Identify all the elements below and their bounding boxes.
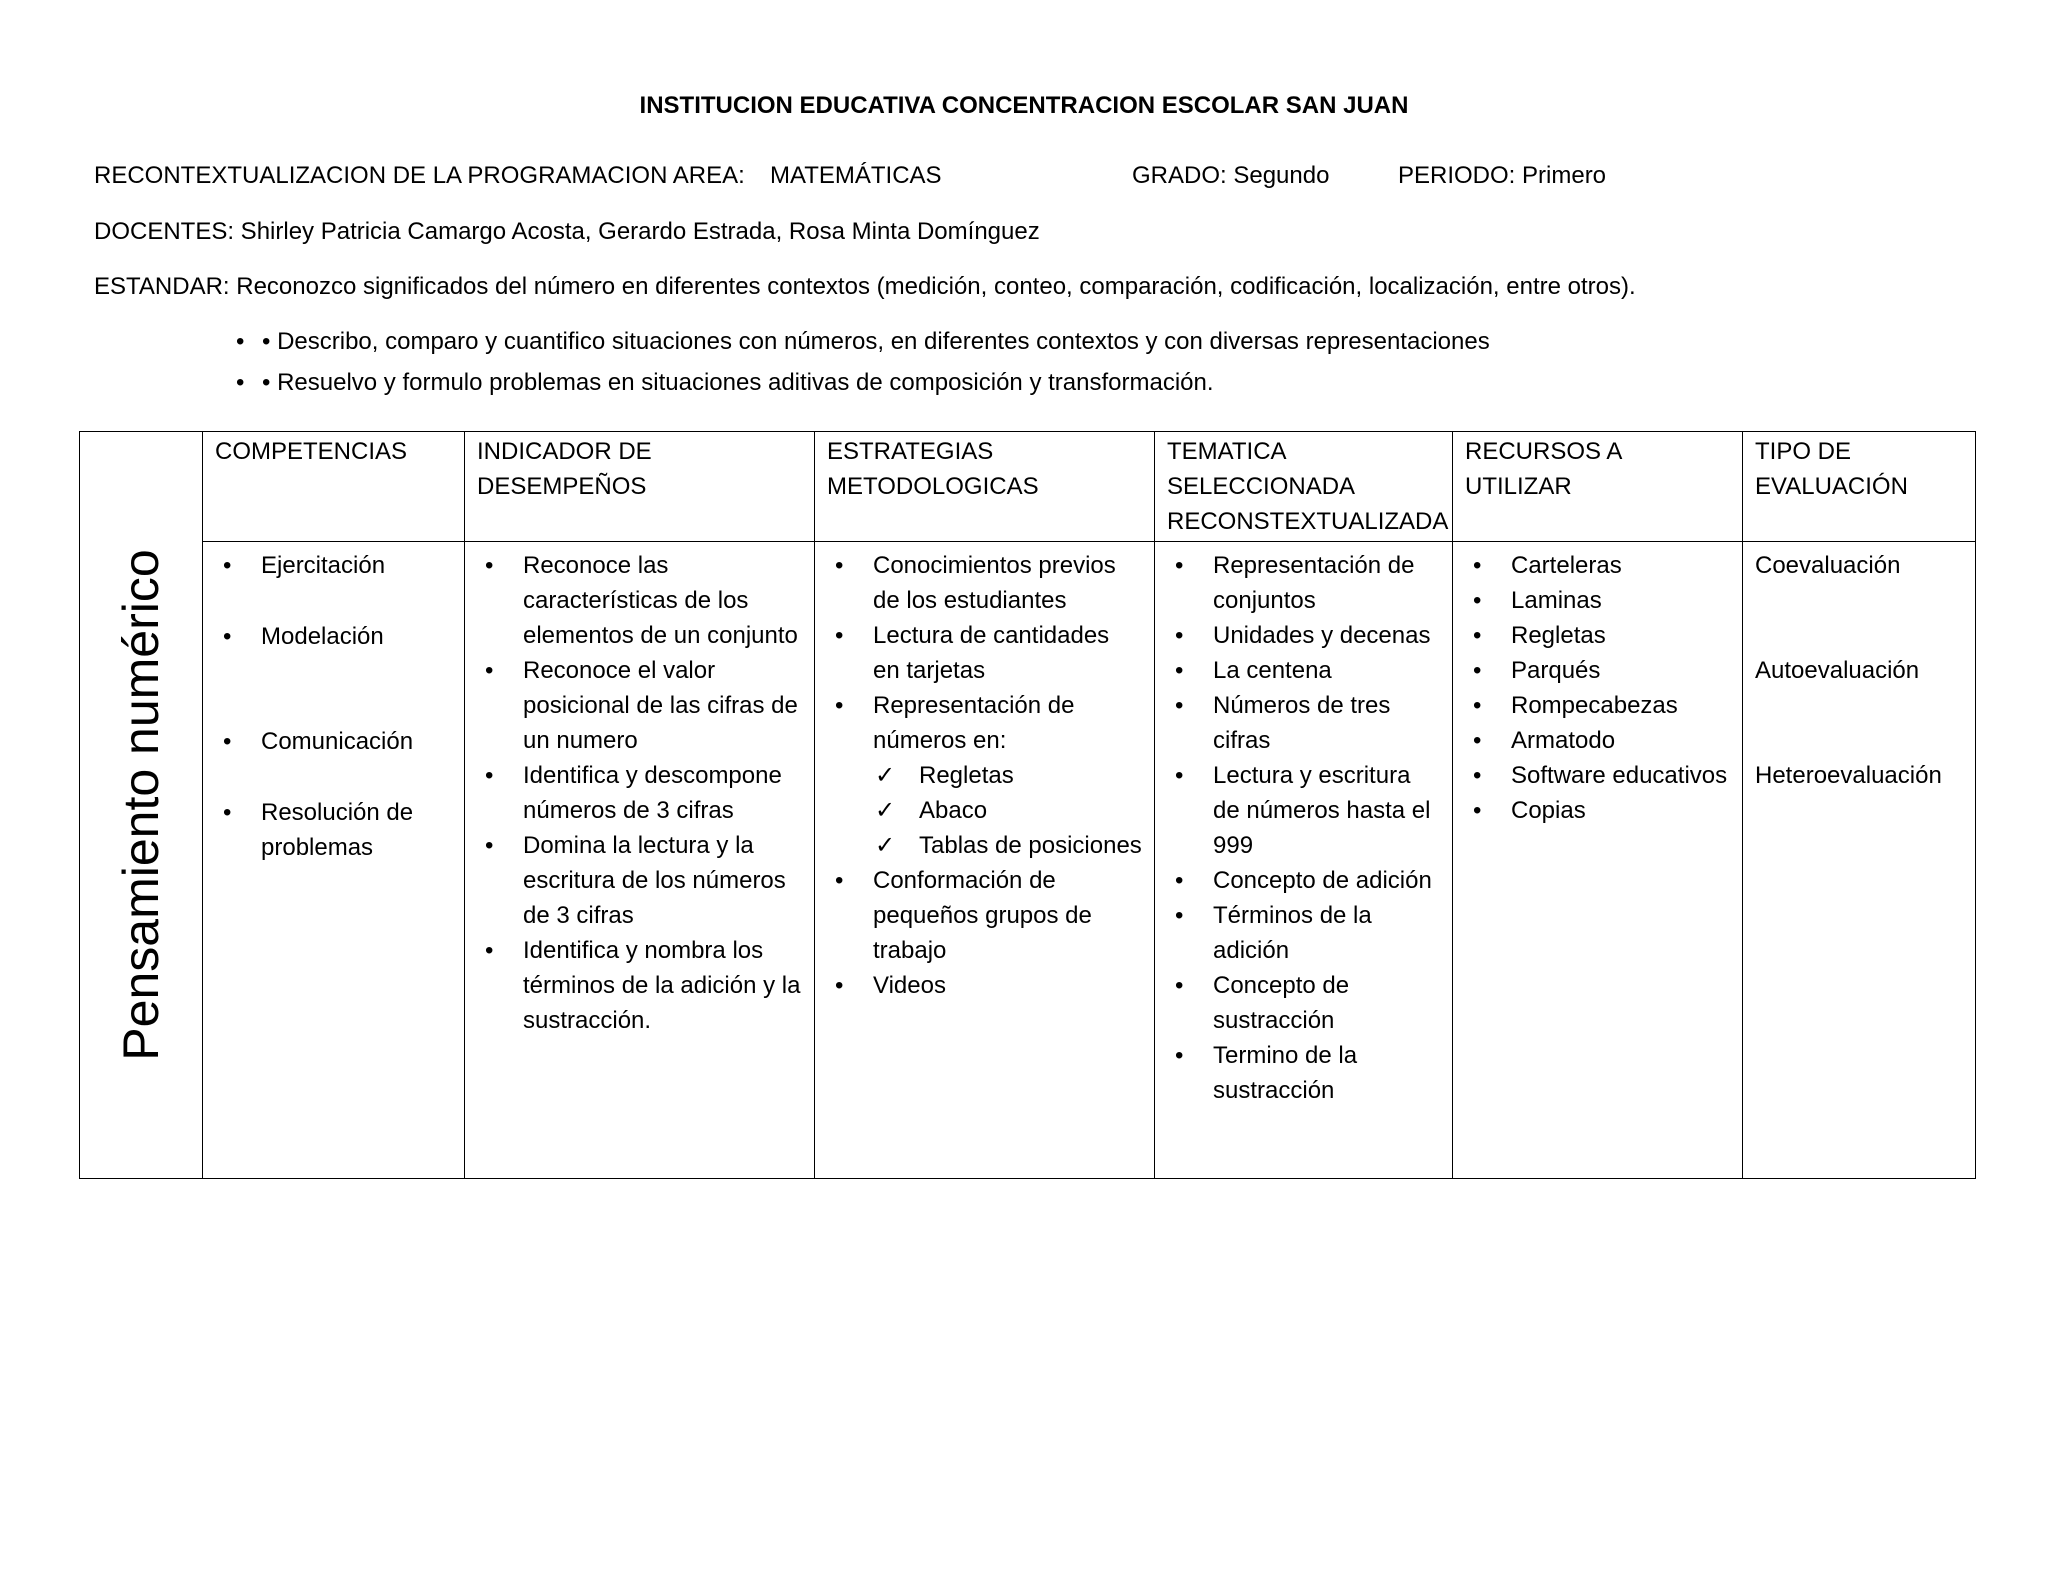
list-item: • Regletas (1465, 618, 1730, 653)
list-item: • Lectura de cantidades en tarjetas (827, 618, 1142, 688)
periodo-label: PERIODO: Primero (1398, 162, 1607, 189)
list-item: • Reconoce las características de los elementos de un conjunto (477, 548, 802, 653)
list-item: • Representación de conjuntos (1167, 548, 1440, 618)
list-item: • Unidades y decenas (1167, 618, 1440, 653)
recursos-cell (1453, 542, 1743, 1179)
list-item: • Lectura y escritura de números hasta el 999 (1167, 758, 1440, 863)
indicadores-cell (465, 542, 815, 1179)
list-item: • Identifica y nombra los términos de la adición y la sustracción. (477, 933, 802, 1038)
docentes-line: DOCENTES: Shirley Patricia Camargo Acosta, Gerardo Estrada, Rosa Minta Domínguez (94, 218, 1040, 245)
estrategias-cell (815, 542, 1155, 1179)
standard-bullet: • • Resuelvo y formulo problemas en situaciones aditivas de composición y transformación. (236, 369, 1214, 396)
list-item: • Domina la lectura y la escritura de los números de 3 cifras (477, 828, 802, 933)
list-item: • Carteleras (1465, 548, 1730, 583)
list-item: • Software educativos (1465, 758, 1730, 793)
list-item: • Ejercitación (215, 548, 452, 583)
list-item: • Modelación (215, 619, 452, 654)
table-header-row (80, 432, 1976, 542)
area-label: RECONTEXTUALIZACION DE LA PROGRAMACION AREA: (94, 162, 745, 189)
side-label: Pensamiento numérico (113, 549, 169, 1061)
evaluation-type: Heteroevaluación (1755, 762, 1942, 789)
list-item: • Armatodo (1465, 723, 1730, 758)
list-item: • Concepto de sustracción (1167, 968, 1440, 1038)
check-item: ✓ Tablas de posiciones (873, 828, 1142, 863)
document-title: INSTITUCION EDUCATIVA CONCENTRACION ESCOLAR SAN JUAN (639, 92, 1409, 119)
evaluation-type: Coevaluación (1755, 552, 1901, 579)
grado-label: GRADO: Segundo (1132, 162, 1330, 189)
list-item: • Comunicación (215, 724, 452, 759)
list-item: • Reconoce el valor posicional de las cifras de un numero (477, 653, 802, 758)
list-item: • Resolución de problemas (215, 795, 452, 865)
list-item: • Termino de la sustracción (1167, 1038, 1440, 1108)
side-label-cell (80, 432, 203, 1179)
list-item: • Representación de números en: ✓ Regletas ✓ Abaco ✓ Tablas de posiciones (827, 688, 1142, 863)
estandar-line: ESTANDAR: Reconozco significados del número en diferentes contextos (medición, conteo, comparación, codificación, localización, entre otros). (94, 273, 1636, 300)
header-indicador: INDICADOR DE DESEMPEÑOS (465, 432, 815, 542)
list-item: • Rompecabezas (1465, 688, 1730, 723)
curriculum-table (79, 431, 1976, 1179)
list-item: • Números de tres cifras (1167, 688, 1440, 758)
table-content-row (80, 542, 1976, 1179)
check-item: ✓ Regletas (873, 758, 1142, 793)
area-value: MATEMÁTICAS (770, 162, 942, 189)
list-item: • Videos (827, 968, 1142, 1003)
list-item: • Términos de la adición (1167, 898, 1440, 968)
header-competencias: COMPETENCIAS (203, 432, 465, 542)
header-estrategias: ESTRATEGIAS METODOLOGICAS (815, 432, 1155, 542)
list-item: • Parqués (1465, 653, 1730, 688)
header-evaluacion: TIPO DE EVALUACIÓN (1743, 432, 1976, 542)
list-item: • Identifica y descompone números de 3 cifras (477, 758, 802, 828)
standard-bullet: • • Describo, comparo y cuantifico situaciones con números, en diferentes contextos y con diversas representaciones (236, 328, 1490, 355)
header-tematica: TEMATICA SELECCIONADA RECONSTEXTUALIZADA (1155, 432, 1453, 542)
evaluacion-cell (1743, 542, 1976, 1179)
standard-bullet-list (236, 328, 1490, 410)
header-recursos: RECURSOS A UTILIZAR (1453, 432, 1743, 542)
list-item: • Concepto de adición (1167, 863, 1440, 898)
check-list (873, 758, 1142, 863)
competencias-cell (203, 542, 465, 1179)
list-item: • La centena (1167, 653, 1440, 688)
list-item: • Copias (1465, 793, 1730, 828)
list-item: • Conocimientos previos de los estudiantes (827, 548, 1142, 618)
evaluation-type: Autoevaluación (1755, 657, 1920, 684)
check-item: ✓ Abaco (873, 793, 1142, 828)
list-item: • Conformación de pequeños grupos de trabajo (827, 863, 1142, 968)
list-item: • Laminas (1465, 583, 1730, 618)
tematica-cell (1155, 542, 1453, 1179)
